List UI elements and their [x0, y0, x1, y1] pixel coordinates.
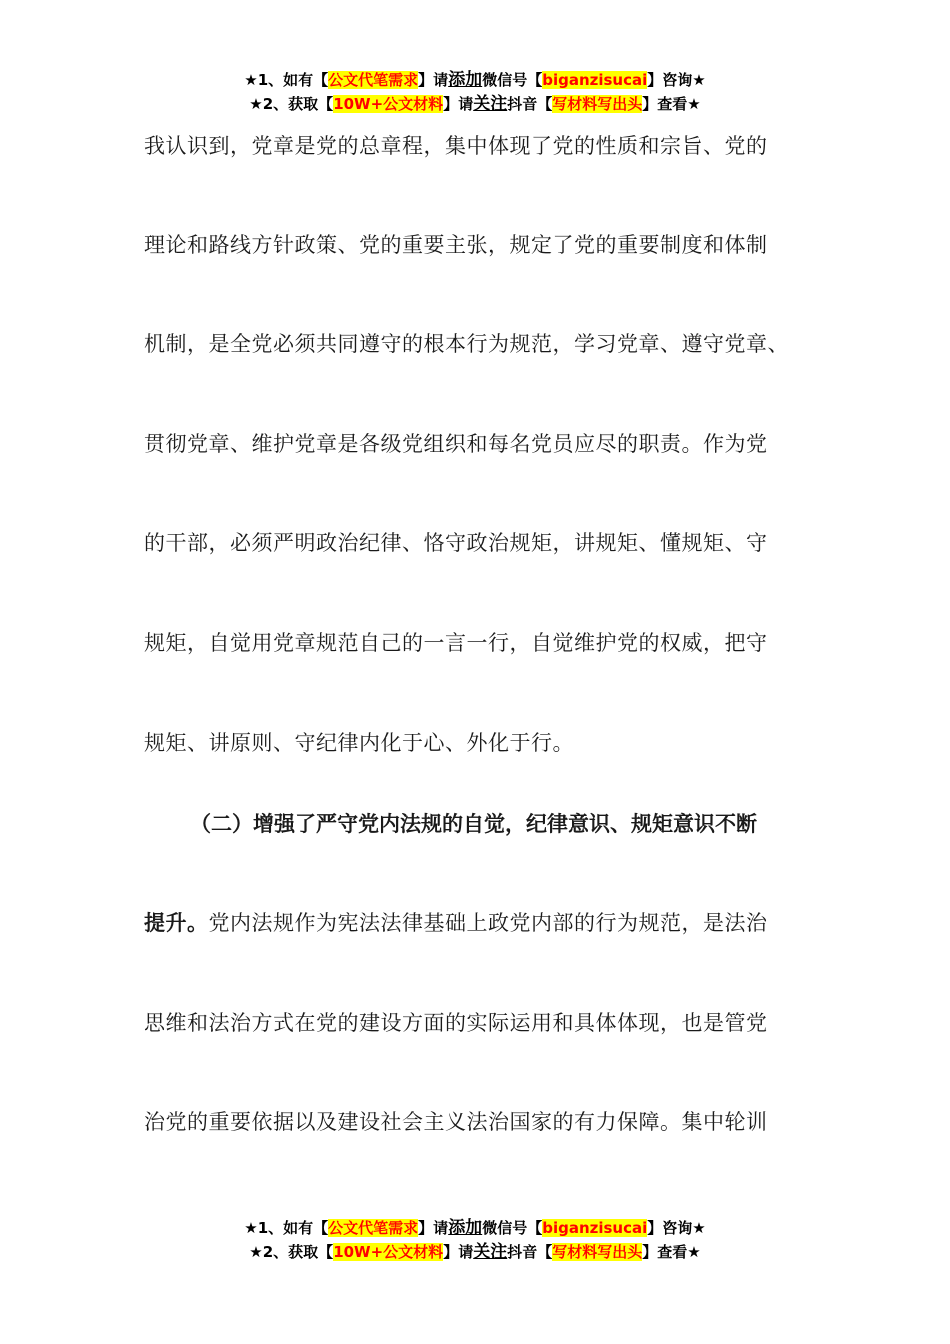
body-line: 思维和法治方式在党的建设方面的实际运用和具体体现，也是管党 [144, 1011, 768, 1035]
banner-text: 微信号【 [482, 1219, 543, 1237]
banner-line-2 [0, 92, 950, 116]
highlight-douyin: 写材料写出头 [552, 1243, 643, 1261]
banner-text: 微信号【 [482, 71, 543, 89]
banner-text: 】咨询★ [647, 71, 706, 89]
body-line: 的干部，必须严明政治纪律、恪守政治规矩，讲规矩、懂规矩、守 [144, 531, 768, 555]
footer-banner [0, 1216, 950, 1264]
highlight-wechat-id: biganzisucai [542, 71, 648, 89]
banner-text: 】请 [418, 71, 449, 89]
body-line: 贯彻党章、维护党章是各级党组织和每名党员应尽的职责。作为党 [144, 432, 768, 456]
body-line: 规矩，自觉用党章规范自己的一言一行，自觉维护党的权威，把守 [144, 631, 768, 655]
banner-text: 】请 [443, 95, 474, 113]
section-heading: （二）增强了严守党内法规的自觉，纪律意识、规矩意识不断 [190, 812, 757, 836]
header-banner [0, 68, 950, 116]
highlight-service: 公文代笔需求 [328, 71, 419, 89]
banner-line-1 [0, 68, 950, 92]
highlight-materials: 10W+公文材料 [333, 1243, 444, 1261]
banner-text: ★1、如有【 [244, 1219, 329, 1237]
banner-emphasis: 添加 [448, 1218, 483, 1238]
highlight-service: 公文代笔需求 [328, 1219, 419, 1237]
body-line: 机制，是全党必须共同遵守的根本行为规范，学习党章、遵守党章、 [144, 332, 789, 356]
section-heading-cont: 提升。 [144, 911, 209, 935]
banner-text: 】查看★ [642, 1243, 701, 1261]
body-line: 我认识到，党章是党的总章程，集中体现了党的性质和宗旨、党的 [144, 134, 768, 158]
banner-emphasis: 添加 [448, 70, 483, 90]
body-text: 党内法规作为宪法法律基础上政党内部的行为规范，是法治 [208, 911, 768, 935]
banner-line-1 [0, 1216, 950, 1240]
banner-text: 抖音【 [507, 1243, 553, 1261]
banner-line-2 [0, 1240, 950, 1264]
highlight-wechat-id: biganzisucai [542, 1219, 648, 1237]
banner-text: 】查看★ [642, 95, 701, 113]
banner-emphasis: 关注 [473, 1242, 508, 1262]
body-line: 治党的重要依据以及建设社会主义法治国家的有力保障。集中轮训 [144, 1110, 768, 1134]
banner-text: 抖音【 [507, 95, 553, 113]
banner-text: ★1、如有【 [244, 71, 329, 89]
banner-text: ★2、获取【 [249, 95, 334, 113]
banner-text: ★2、获取【 [249, 1243, 334, 1261]
banner-text: 】请 [443, 1243, 474, 1261]
banner-text: 】咨询★ [647, 1219, 706, 1237]
highlight-materials: 10W+公文材料 [333, 95, 444, 113]
body-line: 理论和路线方针政策、党的重要主张，规定了党的重要制度和体制 [144, 233, 768, 257]
body-line [144, 909, 768, 937]
body-line: 规矩、讲原则、守纪律内化于心、外化于行。 [144, 731, 574, 755]
banner-emphasis: 关注 [473, 94, 508, 114]
banner-text: 】请 [418, 1219, 449, 1237]
highlight-douyin: 写材料写出头 [552, 95, 643, 113]
